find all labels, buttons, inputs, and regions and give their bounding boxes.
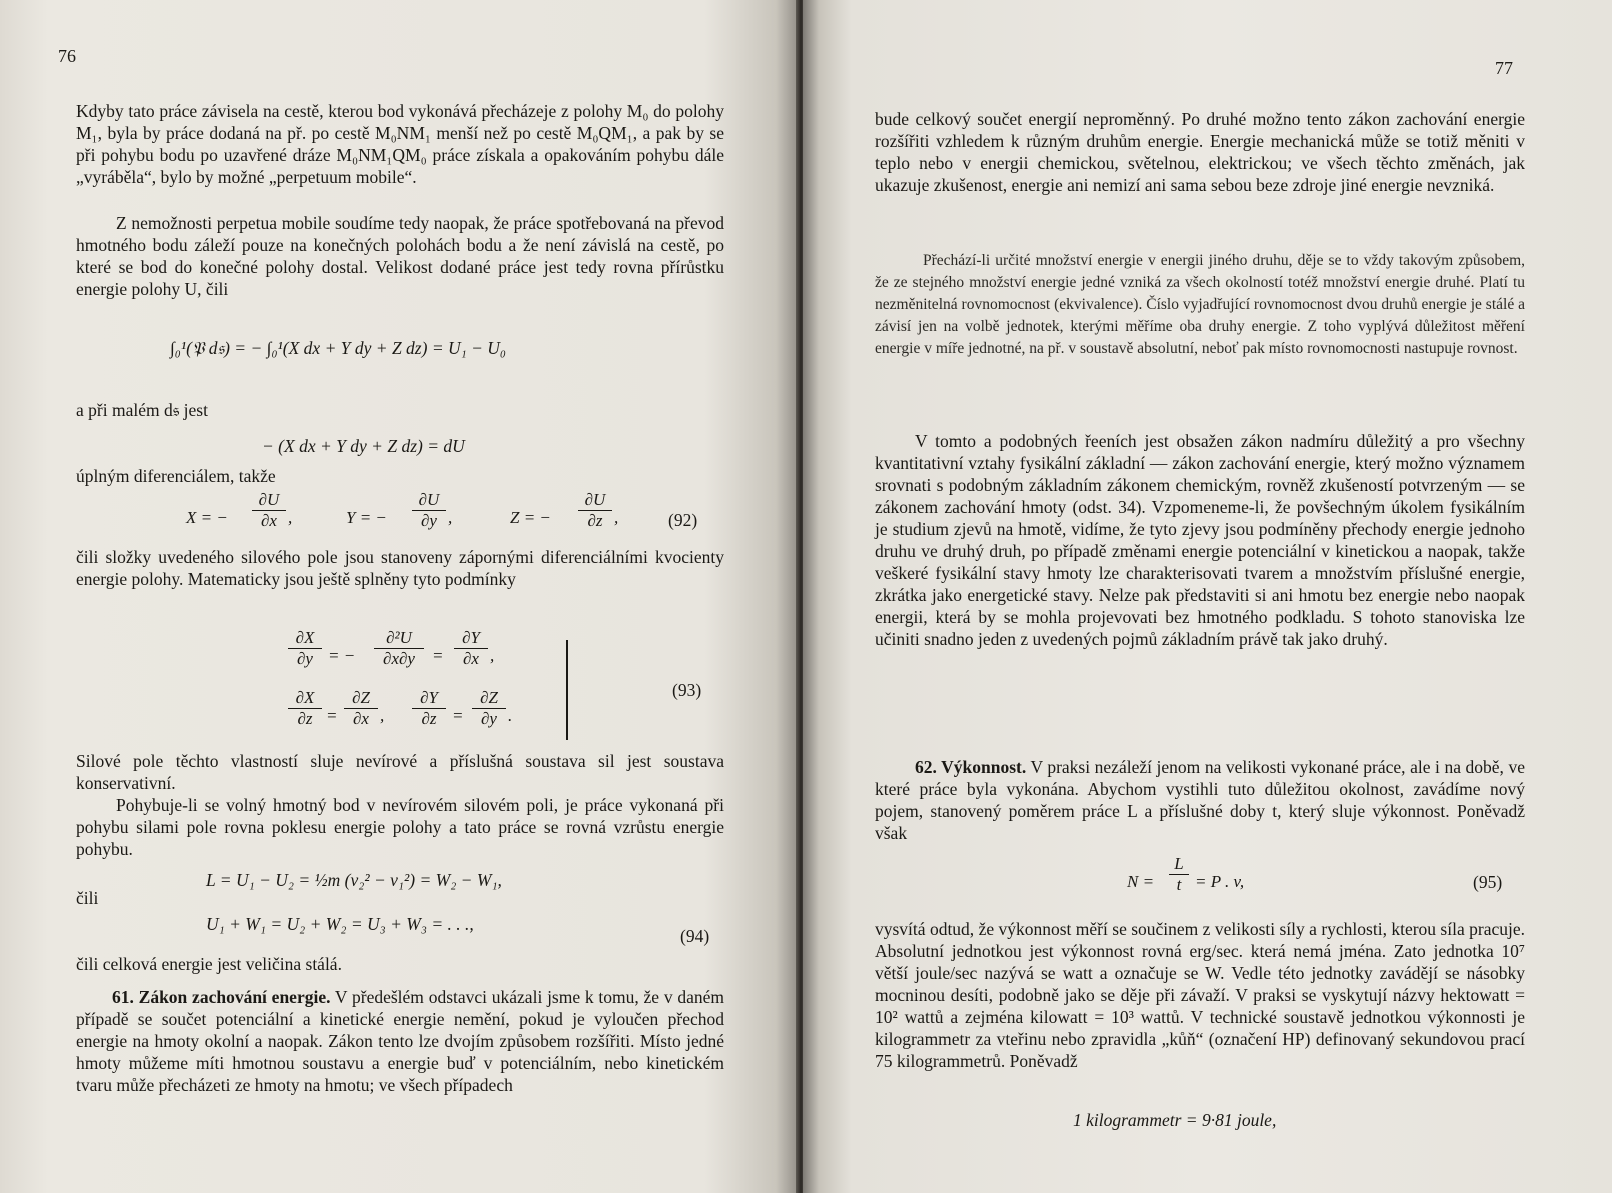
denominator: ∂x xyxy=(463,649,479,668)
numerator: ∂U xyxy=(578,490,612,511)
numerator: ∂U xyxy=(252,490,286,511)
fraction xyxy=(374,628,424,669)
equation-number: (92) xyxy=(668,510,698,530)
brace-line xyxy=(566,640,568,740)
eq92-z-fraction xyxy=(578,490,612,531)
equals: = xyxy=(432,646,444,665)
equation-integral: ∫₀¹(𝔓 d𝔰) = − ∫₀¹(X dx + Y dy + Z dz) = U₁ − U₀ xyxy=(170,338,507,358)
comma: , xyxy=(614,508,619,527)
equals: = xyxy=(326,706,338,725)
fraction xyxy=(472,688,506,729)
denominator: ∂y xyxy=(421,511,437,530)
numerator: L xyxy=(1169,854,1189,875)
section-heading: 61. Zákon zachování energie. xyxy=(112,987,331,1007)
denominator: ∂z xyxy=(297,709,313,728)
denominator: ∂y xyxy=(481,709,497,728)
equation-number: (95) xyxy=(1473,872,1503,892)
fraction xyxy=(344,688,378,729)
numerator: ∂U xyxy=(412,490,446,511)
section-62 xyxy=(875,756,1525,844)
numerator: ∂Y xyxy=(412,688,446,709)
numerator: ∂Z xyxy=(472,688,506,709)
numerator: ∂X xyxy=(288,688,322,709)
denominator: ∂x xyxy=(353,709,369,728)
comma: , xyxy=(490,646,495,665)
equation-kilogrammetr: 1 kilogrammetr = 9·81 joule, xyxy=(1073,1110,1277,1130)
eq95-fraction xyxy=(1169,854,1189,895)
paragraph: bude celkový součet energií neproměnný. Po druhé možno tento zákon zachování energie rozšířiti vzhledem k různým druhům energie. Energie mechanická může se totiž měniti v teplo nebo v energii chemickou, světelnou, elektrickou; ve všech těchto změnách, jak ukazuje zkušenost, energie ani nemizí ani sama sebou beze zdroje jiné energie nevzniká. xyxy=(875,109,1525,195)
fraction xyxy=(454,628,488,669)
text-line: čili celková energie jest veličina stálá. xyxy=(76,954,342,974)
paragraph: Z nemožnosti perpetua mobile soudíme tedy naopak, že práce spotřebovaná na převod hmotného bodu záleží pouze na konečných polohách bodu a že není závislá na cestě, po které se bod do konečné polohy dostal. Velikost dodané práce jest tedy rovna přírůstku energie polohy U, čili xyxy=(76,213,724,299)
left-page xyxy=(0,0,800,1193)
numerator: ∂Y xyxy=(454,628,488,649)
period: . xyxy=(508,706,513,725)
eq92-x-fraction xyxy=(252,490,286,531)
equals-minus: = − xyxy=(328,646,356,665)
equation-94: U₁ + W₁ = U₂ + W₂ = U₃ + W₃ = . . ., xyxy=(206,914,474,934)
eq92-x-lhs: X = − xyxy=(186,508,228,527)
section-heading: 62. Výkonnost. xyxy=(915,757,1027,777)
text-line: a při malém d𝔰 jest xyxy=(76,400,208,420)
equals: = xyxy=(452,706,464,725)
paragraph: Silové pole těchto vlastností sluje nevírové a příslušná soustava sil jest soustava konservativní. xyxy=(76,751,724,793)
denominator: ∂x∂y xyxy=(383,649,415,668)
denominator: t xyxy=(1176,875,1182,894)
text-line: čili xyxy=(76,888,99,908)
fraction xyxy=(412,688,446,729)
paragraph: Přechází-li určité množství energie v energii jiného druhu, děje se to vždy takovým způsobem, že ze stejného množství energie jedné vzniká za všech okolností totéž množství energie druhé. Platí tu nezměnitelná rovnomocnost (ekvivalence). Číslo vyjadřující rovnomocnost dvou druhů energie je stálé a závisí jen na volbě jednotek, kterými měříme oba druhy energie. Z toho vyplývá důležitost měření energie v míře jednotné, na př. v soustavě absolutní, neboť pak místo rovnomocnosti nastupuje rovnost. xyxy=(875,252,1525,357)
section-61 xyxy=(76,986,724,1096)
comma: , xyxy=(380,706,385,725)
page-number: 76 xyxy=(58,46,76,66)
equation-number: (93) xyxy=(672,680,702,700)
paragraph: Pohybuje-li se volný hmotný bod v nevírovém silovém poli, je práce vykonaná při pohybu silami pole rovna poklesu energie polohy a tato práce se rovná vzrůstu energie pohybu. xyxy=(76,795,724,859)
equation-number: (94) xyxy=(680,926,710,946)
denominator: ∂y xyxy=(297,649,313,668)
numerator: ∂X xyxy=(288,628,322,649)
fraction xyxy=(288,628,322,669)
paragraph: čili složky uvedeného silového pole jsou stanoveny zápornými diferenciálními kvocienty energie polohy. Matematicky jsou ještě splněny tyto podmínky xyxy=(76,547,724,589)
equation-l: L = U₁ − U₂ = ½m (v₂² − v₁²) = W₂ − W₁, xyxy=(206,870,502,890)
denominator: ∂x xyxy=(261,511,277,530)
section-text: V praksi nezáleží jenom na velikosti vykonané práce, ale i na době, ve které práce byla vykonána. Abychom vystihli tuto důležitou okolnost, zavádíme nový pojem, stanovený poměrem práce L a příslušné doby t, který sluje výkonnost. Poněvadž však xyxy=(875,757,1525,843)
equation-du: − (X dx + Y dy + Z dz) = dU xyxy=(262,436,465,456)
fraction xyxy=(288,688,322,729)
right-page xyxy=(803,0,1612,1193)
numerator: ∂Z xyxy=(344,688,378,709)
text-line: úplným diferenciálem, takže xyxy=(76,466,276,486)
numerator: ∂²U xyxy=(374,628,424,649)
eq92-y-fraction xyxy=(412,490,446,531)
eq95-lhs: N = xyxy=(1127,872,1155,891)
eq92-y-lhs: Y = − xyxy=(346,508,387,527)
paragraph: V tomto a podobných řeeních jest obsažen zákon nadmíru důležitý a pro všechny kvantitativní vztahy fysikální základní — zákon zachování energie, který možno významem srovnati s podobným základním zákonem chemickým, rovněž zkušeností potvrzeným — se zákonem zachování hmoty (odst. 34). Vzpomeneme-li, že povšechným úkolem fysikálním je studium zjevů na hmotě, vidíme, že tyto zjevy jsou podmíněny přechody energie jednoho druhu ve druhý druh, po případě změnami energie potenciální v kinetickou a naopak, takže veškeré fysikální stavy hmoty lze charakterisovati tvarem a množstvím příslušné energie, zkrátka jako energetické stavy. Nelze pak představiti si ani hmotu bez energie nebo naopak energii, která by se mohla projevovati bez hmotného podkladu. S tohoto stanoviska lze učiniti snadno jeden z uvedených pojmů základním právě tak jako druhý. xyxy=(875,431,1525,649)
page-number: 77 xyxy=(1495,58,1513,78)
eq95-rhs: = P . v, xyxy=(1195,872,1245,891)
denominator: ∂z xyxy=(587,511,603,530)
comma: , xyxy=(288,508,293,527)
paragraph: Kdyby tato práce závisela na cestě, kterou bod vykonává přecházeje z polohy M₀ do polohy M₁, byla by práce dodaná na př. po cestě M₀NM₁ menší než po cestě M₀QM₁, a pak by se při pohybu bodu po uzavřené dráze M₀NM₁QM₀ práce získala a opakováním pohybu dále „vyráběla“, bylo by možné „perpetuum mobile“. xyxy=(76,101,724,187)
denominator: ∂z xyxy=(421,709,437,728)
paragraph: vysvítá odtud, že výkonnost měří se součinem z velikosti síly a rychlosti, kterou síla pracuje. Absolutní jednotkou jest výkonnost rovná erg/sec. která nemá jména. Zato jednotka 10⁷ větší joule/sec nazývá se watt a označuje se W. Vedle této jednotky zavádějí se násobky mocninou desíti, podobně jako se děje při závaží. V praksi se vyskytují názvy hektowatt = 10² wattů a zejména kilowatt = 10³ wattů. V technické soustavě jednotkou výkonnosti je kilogrammetr za vteřinu nebo zpravidla „kůň“ (označení HP) definovaný sekundovou prací 75 kilogrammetrů. Poněvadž xyxy=(875,919,1525,1071)
eq92-z-lhs: Z = − xyxy=(510,508,551,527)
section-text: V předešlém odstavci ukázali jsme k tomu, že v daném případě se součet potenciální a kinetické energie nemění, pokud je vyloučen přechod energie na hmoty okolní a naopak. Zákon tento lze dvojím způsobem rozšířiti. Místo jedné hmoty můžeme míti hmotnou soustavu a energie buď v potenciálním, nebo kinetickém tvaru může přecházeti ze hmoty na hmotu; ve všech případech xyxy=(76,987,724,1095)
comma: , xyxy=(448,508,453,527)
